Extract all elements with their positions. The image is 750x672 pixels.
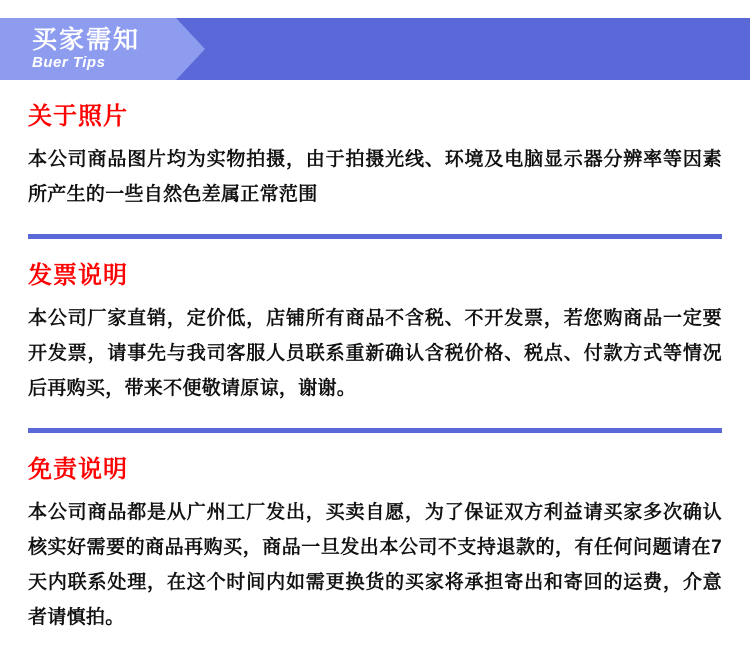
- buyer-tips-page: [0, 18, 750, 672]
- section-body: 本公司商品都是从广州工厂发出，买卖自愿，为了保证双方利益请买家多次确认核实好需要的商品再购买，商品一旦发出本公司不支持退款的，有任何问题请在7天内联系处理，在这个时间内如需更换货的买家将承担寄出和寄回的运费，介意者请慎拍。: [28, 502, 722, 628]
- section-title: 关于照片: [28, 103, 128, 130]
- banner-text-group: [32, 18, 140, 80]
- banner-header: [0, 18, 750, 80]
- section-title: 发票说明: [28, 262, 128, 289]
- section-title: 免责说明: [28, 456, 128, 483]
- section-invoice-note: [28, 239, 722, 433]
- section-about-photos: [28, 80, 722, 239]
- banner-title-en: Buer Tips: [32, 54, 106, 71]
- section-disclaimer: [28, 433, 722, 635]
- banner-title-cn: 买家需知: [32, 26, 141, 54]
- section-body: 本公司厂家直销，定价低，店铺所有商品不含税、不开发票，若您购商品一定要开发票，请事先与我司客服人员联系重新确认含税价格、税点、付款方式等情况后再购买，带来不便敬请原谅，谢谢。: [28, 308, 722, 399]
- content-area: [0, 80, 750, 635]
- section-body: 本公司商品图片均为实物拍摄，由于拍摄光线、环境及电脑显示器分辨率等因素所产生的一些自然色差属正常范围: [28, 149, 722, 205]
